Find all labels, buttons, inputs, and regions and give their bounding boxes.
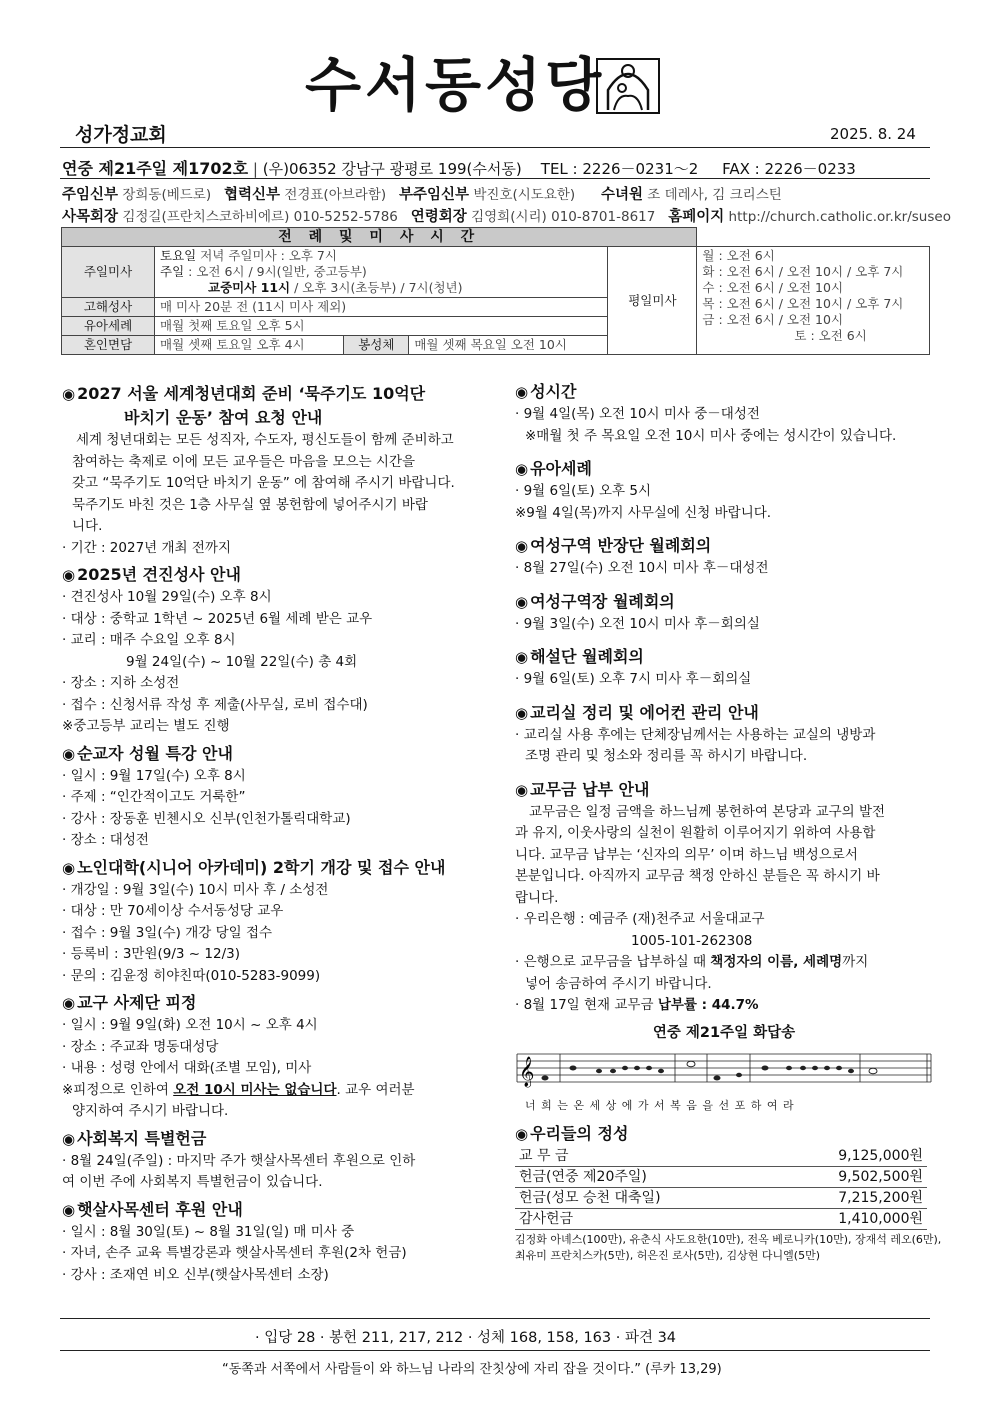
- infant-baptism-time: 매월 첫째 토요일 오후 5시: [155, 317, 608, 336]
- main-mass: 교중미사 11시: [208, 280, 291, 295]
- section-heading: ◉ 2027 서울 세계청년대회 준비 ‘묵주기도 10억단: [62, 384, 426, 403]
- fax: FAX : 2226－0233: [722, 160, 856, 178]
- scripture-quote: “동쪽과 서쪽에서 사람들이 와 하느님 나라의 잔칫상에 자리 잡을 것이다.” (루카 13,29): [222, 1362, 722, 1377]
- wedding-label: 혼인면담: [62, 336, 155, 355]
- attendance-stats: · 입당 28 · 봉헌 211, 217, 212 · 성체 168, 158, 163 · 파견 34: [255, 1330, 677, 1346]
- section-title: 햇살사목센터 후원 안내: [77, 1199, 243, 1219]
- psalm-title: 연중 제21주일 화답송: [652, 1024, 796, 1041]
- coop-label: 협력신부: [223, 187, 281, 203]
- body-line: 세계 청년대회는 모든 성직자, 수도자, 평신도들이 함께 준비하고: [76, 432, 454, 448]
- homepage-link[interactable]: http://church.catholic.or.kr/suseo: [728, 209, 951, 225]
- section-title: 2025년 견진성사 안내: [77, 565, 241, 584]
- body-line: · 대상 : 만 70세이상 수서동성당 교우: [62, 903, 284, 919]
- music-staff-icon: [515, 1050, 933, 1090]
- confession-time: 매 미사 20분 전 (11시 미사 제외): [155, 298, 608, 317]
- section-title: 우리들의 정성: [530, 1123, 629, 1143]
- body-line: ※9월 4일(목)까지 사무실에 신청 바랍니다.: [515, 504, 772, 521]
- weekday-fri: 금 : 오전 6시 / 오전 10시: [702, 312, 844, 327]
- payment-rate: 납부률 : 44.7%: [657, 997, 759, 1013]
- table-row: [515, 1166, 927, 1187]
- weekday-mass-label: 평일미사: [608, 247, 697, 355]
- body-line: · 접수 : 신청서류 작성 후 제출(사무실, 로비 접수대): [62, 696, 368, 713]
- body-line: · 장소 : 지하 소성전: [62, 675, 180, 691]
- issue-info-row: 연중 제21주일 제1702호 | (우)06352 강남구 광평로 199(수서동) TEL : 2226－0231～2 FAX : 2226－0233: [62, 159, 856, 178]
- body-line: · 내용 : 성령 안에서 대화(조별 모임), 미사: [62, 1060, 312, 1076]
- body-emphasis: 책정자의 이름, 세례명: [710, 954, 843, 970]
- section-heading: ◉ 교무금 납부 안내: [515, 779, 650, 799]
- anointing-time: 매월 셋째 목요일 오전 10시: [409, 336, 608, 355]
- body-text: · 8월 17일 현재 교무금: [515, 997, 658, 1013]
- mass-schedule-table: [61, 227, 930, 355]
- issue-number: 연중 제21주일 제1702호: [62, 159, 249, 178]
- anointing-label: 봉성체: [344, 336, 409, 355]
- body-line: · 일시 : 9월 17일(수) 오후 8시: [62, 767, 246, 784]
- body-line: · 교리 : 매주 수요일 오후 8시: [62, 632, 236, 648]
- president-name: 김정길(프란치스코하비에르) 010-5252-5786: [122, 209, 398, 225]
- weekday-wed: 수 : 오전 6시 / 오전 10시: [702, 280, 844, 295]
- section-title: 교리실 정리 및 에어컨 관리 안내: [530, 702, 759, 722]
- body-line: · 8월 24일(주일) : 마지막 주가 햇살사목센터 후원으로 인하: [62, 1152, 416, 1169]
- body-text: 까지: [842, 954, 869, 970]
- body-line: 니다. 교무금 납부는 ‘신자의 의무’ 이며 하느님 백성으로서: [515, 846, 858, 863]
- nun-name: 조 데레사, 김 크리스틴: [647, 187, 782, 203]
- body-line: · 대상 : 중학교 1학년 ~ 2025년 6월 세례 받은 교우: [62, 610, 373, 627]
- section-title: 교무금 납부 안내: [530, 779, 650, 799]
- infant-baptism-label: 유아세례: [62, 317, 155, 336]
- body-line: 양지하여 주시기 바랍니다.: [72, 1103, 229, 1119]
- body-line: 참여하는 축제로 이에 모든 교우들은 마음을 모으는 시간을: [72, 453, 416, 470]
- section-title: 해설단 월례회의: [530, 647, 644, 666]
- note-text: . 교우 여러분: [336, 1081, 415, 1098]
- body-line: · 자녀, 손주 교육 특별강론과 햇살사목센터 후원(2차 헌금): [62, 1245, 407, 1261]
- section-heading: ◉ 교리실 정리 및 에어컨 관리 안내: [515, 702, 759, 722]
- section-heading: ◉ 유아세례: [515, 459, 592, 478]
- body-line: 여 이번 주에 사회복지 특별헌금이 있습니다.: [62, 1174, 323, 1190]
- donor-list: 최유미 프란치스카(5만), 허은진 로사(5만), 김상현 다니엘(5만): [515, 1248, 820, 1262]
- section-title: 노인대학(시니어 아카데미) 2학기 개강 및 접수 안내: [77, 857, 446, 877]
- wedding-time: 매월 셋째 토요일 오후 4시: [155, 336, 344, 355]
- table-row: [515, 1187, 927, 1208]
- body-line: 본분입니다. 아직까지 교무금 책정 안하신 분들은 꼭 하시기 바: [515, 868, 880, 884]
- right-column: [515, 376, 942, 1264]
- saturday-time: 저녁 주일미사 : 오후 7시: [200, 248, 337, 263]
- body-line: · 8월 27일(수) 오전 10시 미사 후－대성전: [515, 560, 769, 576]
- body-line: 랍니다.: [515, 889, 559, 906]
- body-line: · 장소 : 대성전: [62, 832, 149, 848]
- address: (우)06352 강남구 광평로 199(수서동): [262, 160, 522, 178]
- body-line: · 일시 : 8월 30일(토) ~ 8월 31일(일) 매 미사 중: [62, 1223, 355, 1240]
- parish-title: 수서동성당: [305, 51, 606, 119]
- section-title-cont: 바치기 운동’ 참여 요청 안내: [124, 408, 323, 427]
- sunday-label: 주일: [160, 264, 185, 279]
- body-line: · 주제 : “인간적이고도 거룩한”: [62, 789, 246, 805]
- note-emphasis: 오전 10시 미사는 없습니다: [173, 1081, 337, 1098]
- sunday-afternoon-time: / 오후 3시(초등부) / 7시(청년): [294, 280, 463, 295]
- body-line: ※매월 첫 주 목요일 오전 10시 미사 중에는 성시간이 있습니다.: [525, 427, 897, 444]
- staff-info: [62, 184, 951, 228]
- offering-value: 7,215,200원: [769, 1187, 927, 1208]
- sunday-time: : 오전 6시 / 9시(일반, 중고등부): [188, 264, 367, 279]
- body-line: · 등록비 : 3만원(9/3 ~ 12/3): [62, 946, 240, 962]
- section-title: 순교자 성월 특강 안내: [77, 743, 233, 763]
- section-title: 2027 서울 세계청년대회 준비 ‘묵주기도 10억단: [77, 384, 426, 403]
- body-line: · 9월 6일(토) 오후 5시: [515, 483, 652, 499]
- body-line: · 9월 6일(토) 오후 7시 미사 후－회의실: [515, 671, 752, 687]
- body-line: 교무금은 일정 금액을 하느님께 봉헌하여 본당과 교구의 발전: [529, 803, 886, 820]
- section-heading: ◉ 순교자 성월 특강 안내: [62, 743, 233, 763]
- body-line: · 강사 : 장동훈 빈첸시오 신부(인천가톨릭대학교): [62, 810, 351, 827]
- divider: [60, 178, 930, 179]
- body-line: 니다.: [72, 518, 103, 534]
- account-number: 1005-101-262308: [631, 932, 753, 949]
- table-row: [515, 1208, 927, 1229]
- body-line: · 접수 : 9월 3일(수) 개강 당일 접수: [62, 924, 273, 941]
- table-row: [515, 1146, 927, 1167]
- weekday-sat: 토 : 오전 6시: [794, 328, 867, 343]
- offering-label: 헌금(성모 승천 대축일): [515, 1187, 769, 1208]
- section-title: 여성구역장 월례회의: [530, 591, 675, 611]
- offering-value: 1,410,000원: [769, 1208, 927, 1229]
- sunday-mass-times: [155, 247, 608, 298]
- body-line: 갖고 “묵주기도 10억단 바치기 운동” 에 참여해 주시기 바랍니다.: [72, 475, 455, 491]
- psalm-lyrics: 너 희 는 온 세 상 에 가 서 복 음 을 선 포 하 여 라: [525, 1098, 795, 1112]
- nun-label: 수녀원: [600, 187, 643, 203]
- body-line: · 장소 : 주교좌 명동대성당: [62, 1038, 219, 1055]
- left-column: [62, 378, 480, 1286]
- body-line: · 9월 3일(수) 오전 10시 미사 후－회의실: [515, 615, 760, 632]
- body-line: 넣어 송금하여 주시기 바랍니다.: [525, 975, 712, 992]
- section-heading: ◉ 교구 사제단 피정: [62, 993, 197, 1012]
- body-line: · 9월 4일(목) 오전 10시 미사 중－대성전: [515, 406, 760, 422]
- body-line: 조명 관리 및 청소와 정리를 꼭 하시기 바랍니다.: [525, 748, 808, 764]
- body-line: [515, 995, 933, 1017]
- regional-name: 김영희(시리) 010-8701-8617: [471, 209, 656, 225]
- saturday-label: 토요일: [160, 248, 197, 263]
- body-line: · 기간 : 2027년 개최 전까지: [62, 539, 231, 556]
- section-title: 유아세례: [530, 459, 592, 478]
- section-heading: ◉ 햇살사목센터 후원 안내: [62, 1199, 243, 1219]
- offering-label: 헌금(연중 제20주일): [515, 1166, 769, 1187]
- section-heading: ◉ 해설단 월례회의: [515, 647, 644, 666]
- assistant-name: 박진호(시도요한): [473, 187, 576, 203]
- telephone: TEL : 2226－0231～2: [540, 160, 699, 178]
- body-line: · 견진성사 10월 29일(수) 오후 8시: [62, 589, 272, 605]
- body-line: [515, 952, 933, 974]
- schedule-heading: 전 례 및 미 사 시 간: [62, 228, 697, 247]
- body-line: 묵주기도 바친 것은 1층 사무실 옆 봉헌함에 넣어주시기 바랍: [72, 496, 428, 513]
- sunday-mass-label: 주일미사: [62, 247, 155, 298]
- body-line: · 문의 : 김윤정 히야친따(010-5283-9099): [62, 967, 321, 984]
- body-line: 9월 24일(수) ~ 10월 22일(수) 총 4회: [126, 653, 358, 670]
- divider: [60, 1350, 930, 1351]
- offering-value: 9,502,500원: [769, 1166, 927, 1187]
- section-heading: ◉ 우리들의 정성: [515, 1123, 629, 1143]
- body-line: 과 유지, 이웃사랑의 실천이 원활히 이루어지기 위하여 사용합: [515, 825, 876, 841]
- regional-label: 연령회장: [410, 209, 467, 225]
- body-line: · 개강일 : 9월 3일(수) 10시 미사 후 / 소성전: [62, 881, 329, 898]
- body-text: · 은행으로 교무금을 납부하실 때: [515, 954, 711, 970]
- body-line: ※중고등부 교리는 별도 진행: [62, 718, 230, 734]
- section-title: 교구 사제단 피정: [77, 993, 197, 1012]
- homepage-label: 홈페이지: [668, 209, 725, 225]
- section-heading: ◉ 성시간: [515, 382, 577, 401]
- offerings-table: [515, 1146, 927, 1230]
- offering-label: 감사헌금: [515, 1208, 769, 1229]
- donor-list: 김정화 아녜스(100만), 유춘식 사도요한(10만), 전옥 베로니카(10만), 장재석 레오(6만),: [515, 1232, 942, 1246]
- holy-family-logo-icon: [596, 58, 660, 114]
- body-line: · 강사 : 조재연 비오 신부(햇살사목센터 소장): [62, 1266, 329, 1283]
- parish-subtitle: 성가정교회: [75, 124, 167, 146]
- weekday-tue: 화 : 오전 6시 / 오전 10시 / 오후 7시: [702, 264, 904, 279]
- divider: [60, 1318, 930, 1319]
- divider: [60, 147, 930, 148]
- body-line: [62, 1080, 480, 1102]
- section-heading: ◉ 노인대학(시니어 아카데미) 2학기 개강 및 접수 안내: [62, 857, 446, 877]
- body-line: · 교리실 사용 후에는 단체장님께서는 사용하는 교실의 냉방과: [515, 726, 876, 743]
- section-title: 사회복지 특별헌금: [77, 1128, 207, 1148]
- note-text: ※피정으로 인하여: [62, 1081, 174, 1098]
- svg-text:𝄞: 𝄞: [519, 1057, 535, 1087]
- section-title: 성시간: [530, 382, 577, 401]
- offering-label: 교 무 금: [515, 1146, 769, 1167]
- body-line: · 일시 : 9월 9일(화) 오전 10시 ~ 오후 4시: [62, 1017, 318, 1033]
- section-title: 여성구역 반장단 월례회의: [530, 536, 712, 555]
- offering-value: 9,125,000원: [769, 1146, 927, 1167]
- pastor-label: 주임신부: [62, 187, 119, 203]
- coop-name: 전경표(아브라함): [284, 187, 387, 203]
- section-heading: ◉ 사회복지 특별헌금: [62, 1128, 207, 1148]
- psalm-score: [515, 1050, 933, 1114]
- section-heading: ◉ 여성구역장 월례회의: [515, 591, 675, 611]
- president-label: 사목회장: [62, 209, 119, 225]
- assistant-label: 부주임신부: [399, 187, 470, 203]
- body-line: · 우리은행 : 예금주 (재)천주교 서울대교구: [515, 911, 765, 927]
- section-heading: ◉ 2025년 견진성사 안내: [62, 565, 241, 584]
- weekday-mass-times: [697, 247, 930, 355]
- pastor-name: 장희동(베드로): [122, 187, 212, 203]
- confession-label: 고해성사: [62, 298, 155, 317]
- weekday-mon: 월 : 오전 6시: [702, 248, 775, 263]
- issue-date: 2025. 8. 24: [830, 125, 916, 143]
- section-heading: ◉ 여성구역 반장단 월례회의: [515, 536, 712, 555]
- weekday-thu: 목 : 오전 6시 / 오전 10시 / 오후 7시: [702, 296, 904, 311]
